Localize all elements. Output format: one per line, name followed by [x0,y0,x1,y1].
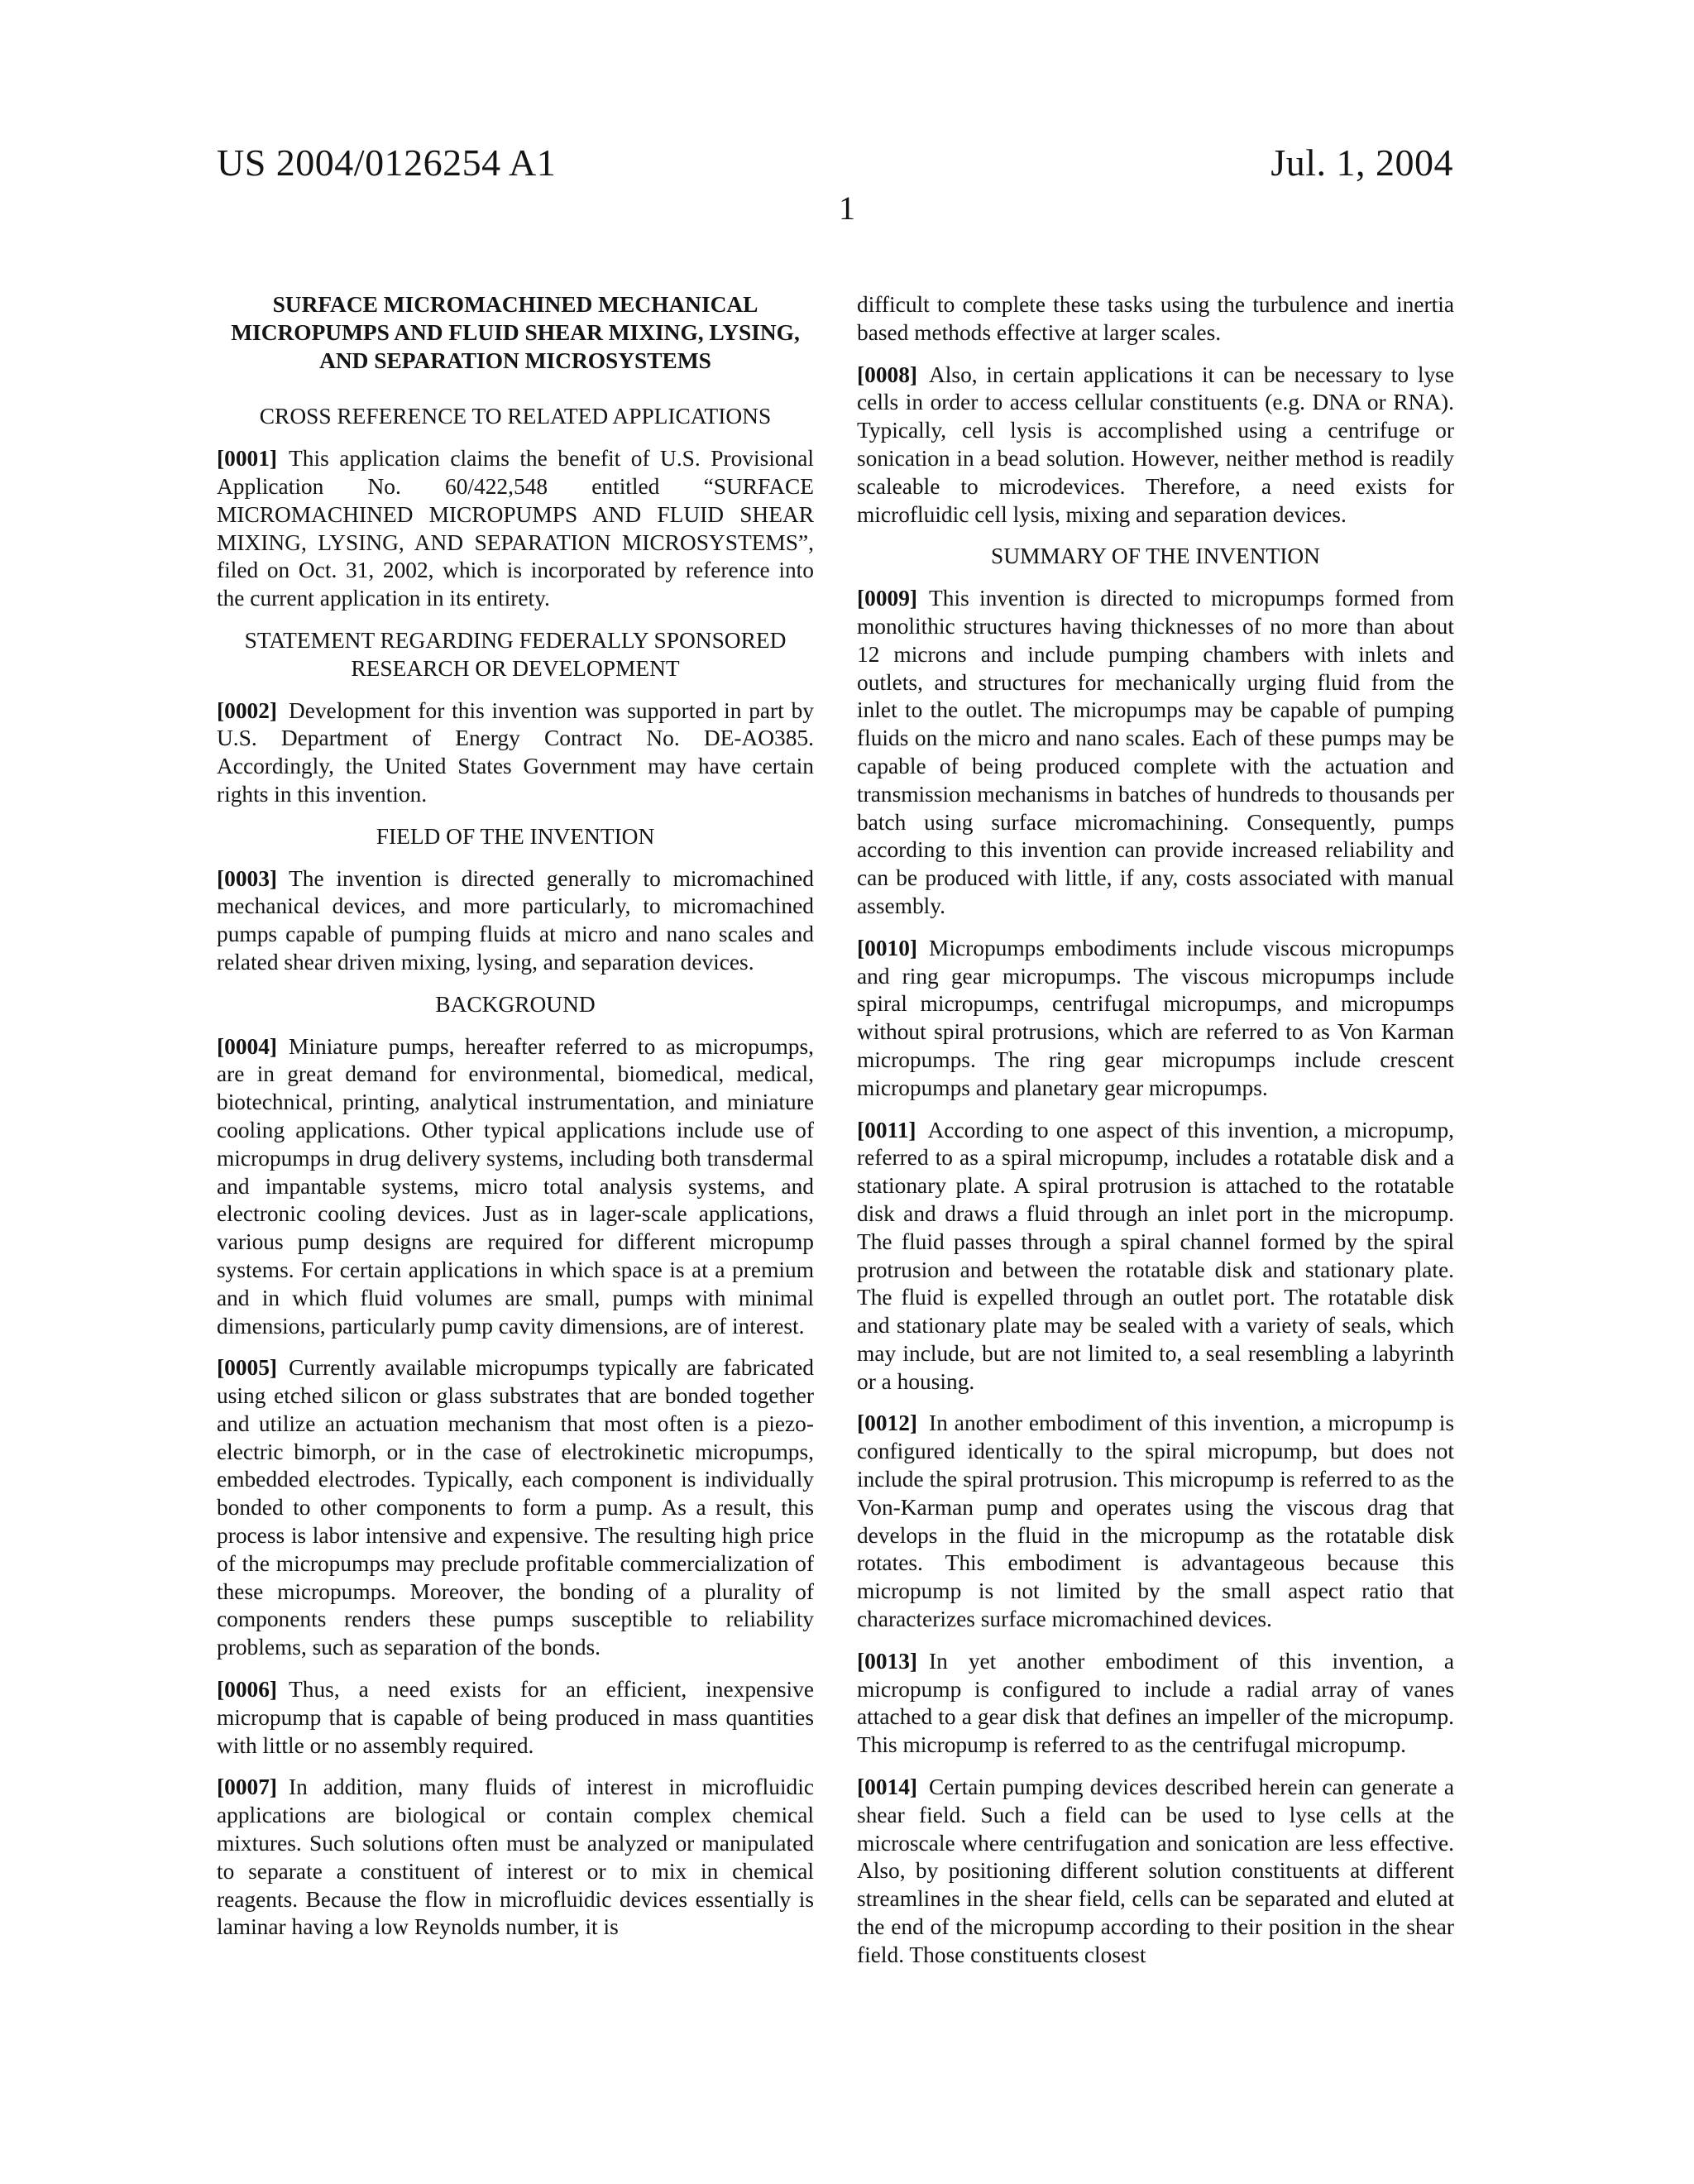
paragraph-0001 [217,445,814,613]
paragraph-number: [0010] [857,935,918,960]
paragraph-0014 [857,1774,1454,1970]
paragraph-text: Development for this invention was supported in part by U.S. Department of Energy Contract No. DE-AO385. Accordingly, the United States Government may have certain rights in this invention. [217,697,814,807]
paragraph-0008 [857,362,1454,529]
paragraph-0009 [857,585,1454,921]
paragraph-number: [0003] [217,865,278,891]
paragraph-text: Also, in certain applications it can be necessary to lyse cells in order to access cellular constituents (e.g. DNA or RNA). Typically, cell lysis is accomplished using a centrifuge or sonication in a bead solution. However, neither method is readily scaleable to microdevices. Therefore, a need exists for microfluidic cell lysis, mixing and separation devices. [857,362,1454,527]
paragraph-number: [0009] [857,586,918,611]
paragraph-number: [0002] [217,697,278,723]
paragraph-0007 [217,1774,814,1942]
paragraph-0006 [217,1676,814,1760]
paragraph-number: [0014] [857,1774,918,1800]
paragraph-0003 [217,865,814,977]
paragraph-0011 [857,1117,1454,1396]
paragraph-0012 [857,1410,1454,1633]
heading-cross-reference: CROSS REFERENCE TO RELATED APPLICATIONS [259,404,772,429]
right-column [857,291,1454,1984]
paragraph-number: [0013] [857,1648,918,1674]
publication-date: Jul. 1, 2004 [1270,141,1453,184]
paragraph-text: The invention is directed generally to micromachined mechanical devices, and more particularly, to micromachined pumps capable of pumping fluids at micro and nano scales and related shear driven mixing, lysing, and separation devices. [217,865,814,975]
paragraph-text: Miniature pumps, hereafter referred to as micropumps, are in great demand for environmental, biomedical, medical, biotechnical, printing, analytical instrumentation, and miniature cooling applications. Other typical applications include use of micropumps in drug delivery systems, including both transdermal and impantable systems, micro total analysis systems, and electronic cooling devices. Just as in lager-scale applications, various pump designs are required for different micropump systems. For certain applications in which space is at a premium and in which fluid volumes are small, pumps with minimal dimensions, particularly pump cavity dimensions, are of interest. [217,1033,814,1339]
left-column [217,291,814,1956]
paragraph-text: Micropumps embodiments include viscous micropumps and ring gear micropumps. The viscous micropumps include spiral micropumps, centrifugal micropumps, and micropumps without spiral protrusions, which are referred to as Von Karman micropumps. The ring gear micropumps include crescent micropumps and planetary gear micropumps. [857,935,1454,1100]
paragraph-0013 [857,1648,1454,1760]
paragraph-0005 [217,1354,814,1662]
paragraph-0010 [857,935,1454,1103]
paragraph-text: This invention is directed to micropumps formed from monolithic structures having thicknesses of no more than about 12 microns and include pumping chambers with inlets and outlets, and structures for mechanically urging fluid from the inlet to the outlet. The micropumps may be capable of pumping fluids on the micro and nano scales. Each of these pumps may be capable of being produced complete with the actuation and transmission mechanisms in batches of hundreds to thousands per batch using surface micromachining. Consequently, pumps according to this invention can provide increased reliability and can be produced with little, if any, costs associated with manual assembly. [857,586,1454,918]
heading-background: BACKGROUND [435,991,596,1017]
heading-field: FIELD OF THE INVENTION [376,823,655,849]
paragraph-0004 [217,1033,814,1341]
paragraph-text: In addition, many fluids of interest in microfluidic applications are biological or contain complex chemical mixtures. Such solutions often must be analyzed or manipulated to separate a constituent of interest or to mix in chemical reagents. Because the flow in microfluidic devices essentially is laminar having a low Reynolds number, it is [217,1774,814,1940]
heading-federal-research: STATEMENT REGARDING FEDERALLY SPONSORED RESEARCH OR DEVELOPMENT [244,627,787,681]
page-number: 1 [839,189,855,227]
paragraph-number: [0005] [217,1355,278,1381]
paragraph-number: [0011] [857,1117,916,1142]
paragraph-number: [0012] [857,1410,918,1436]
paragraph-text: Currently available micropumps typically are fabricated using etched silicon or glass substrates that are bonded together and utilize an actuation mechanism that most often is a piezo-electric bimorph, or in the case of electrokinetic micropumps, embedded electrodes. Typically, each component is individually bonded to other components to form a pump. As a result, this process is labor intensive and expensive. The resulting high price of the micropumps may preclude profitable commercialization of these micropumps. Moreover, the bonding of a plurality of components renders these pumps susceptible to reliability problems, such as separation of the bonds. [217,1355,814,1660]
paragraph-text: According to one aspect of this invention, a micropump, referred to as a spiral micropump, includes a rotatable disk and a stationary plate. A spiral protrusion is attached to the rotatable disk and draws a fluid through an inlet port in the micropump. The fluid passes through a spiral channel formed by the spiral protrusion and between the rotatable disk and stationary plate. The fluid is expelled through an outlet port. The rotatable disk and stationary plate may be sealed with a variety of seals, which may include, but are not limited to, a seal resembling a labyrinth or a housing. [857,1117,1454,1394]
paragraph-0002 [217,697,814,809]
paragraph-text: In another embodiment of this invention, a micropump is configured identically to the spiral micropump, but does not include the spiral protrusion. This micropump is referred to as the Von-Karman pump and operates using the viscous drag that develops in the fluid in the micropump as the rotatable disk rotates. This embodiment is advantageous because this micropump is not limited by the small aspect ratio that characterizes surface micromachined devices. [857,1410,1454,1632]
paragraph-number: [0001] [217,446,278,472]
paragraph-number: [0006] [217,1677,278,1703]
paragraph-number: [0007] [217,1774,278,1800]
paragraph-number: [0004] [217,1033,278,1059]
paragraph-text: In yet another embodiment of this invention, a micropump is configured to include a radial array of vanes attached to a gear disk that defines an impeller of the micropump. This micropump is referred to as the centrifugal micropump. [857,1648,1454,1758]
paragraph-text: Thus, a need exists for an efficient, inexpensive micropump that is capable of being produced in mass quantities with little or no assembly required. [217,1677,814,1758]
paragraph-number: [0008] [857,362,918,387]
patent-title: SURFACE MICROMACHINED MECHANICAL MICROPUMPS AND FLUID SHEAR MIXING, LYSING, AND SEPARATION MICROSYSTEMS [231,292,800,373]
continued-text: difficult to complete these tasks using the turbulence and inertia based methods effective at larger scales. [857,292,1454,345]
paragraph-text: Certain pumping devices described herein can generate a shear field. Such a field can be used to lyse cells at the microscale where centrifugation and sonication are less effective. Also, by positioning different solution constituents at different streamlines in the shear field, cells can be separated and eluted at the end of the micropump according to their position in the shear field. Those constituents closest [857,1774,1454,1967]
paragraph-text: This application claims the benefit of U.S. Provisional Application No. 60/422,548 entitled “SURFACE MICROMACHINED MICROPUMPS AND FLUID SHEAR MIXING, LYSING, AND SEPARATION MICROSYSTEMS”, filed on Oct. 31, 2002, which is incorporated by reference into the current application in its entirety. [217,446,814,611]
publication-number: US 2004/0126254 A1 [217,141,557,184]
heading-summary: SUMMARY OF THE INVENTION [991,544,1320,569]
